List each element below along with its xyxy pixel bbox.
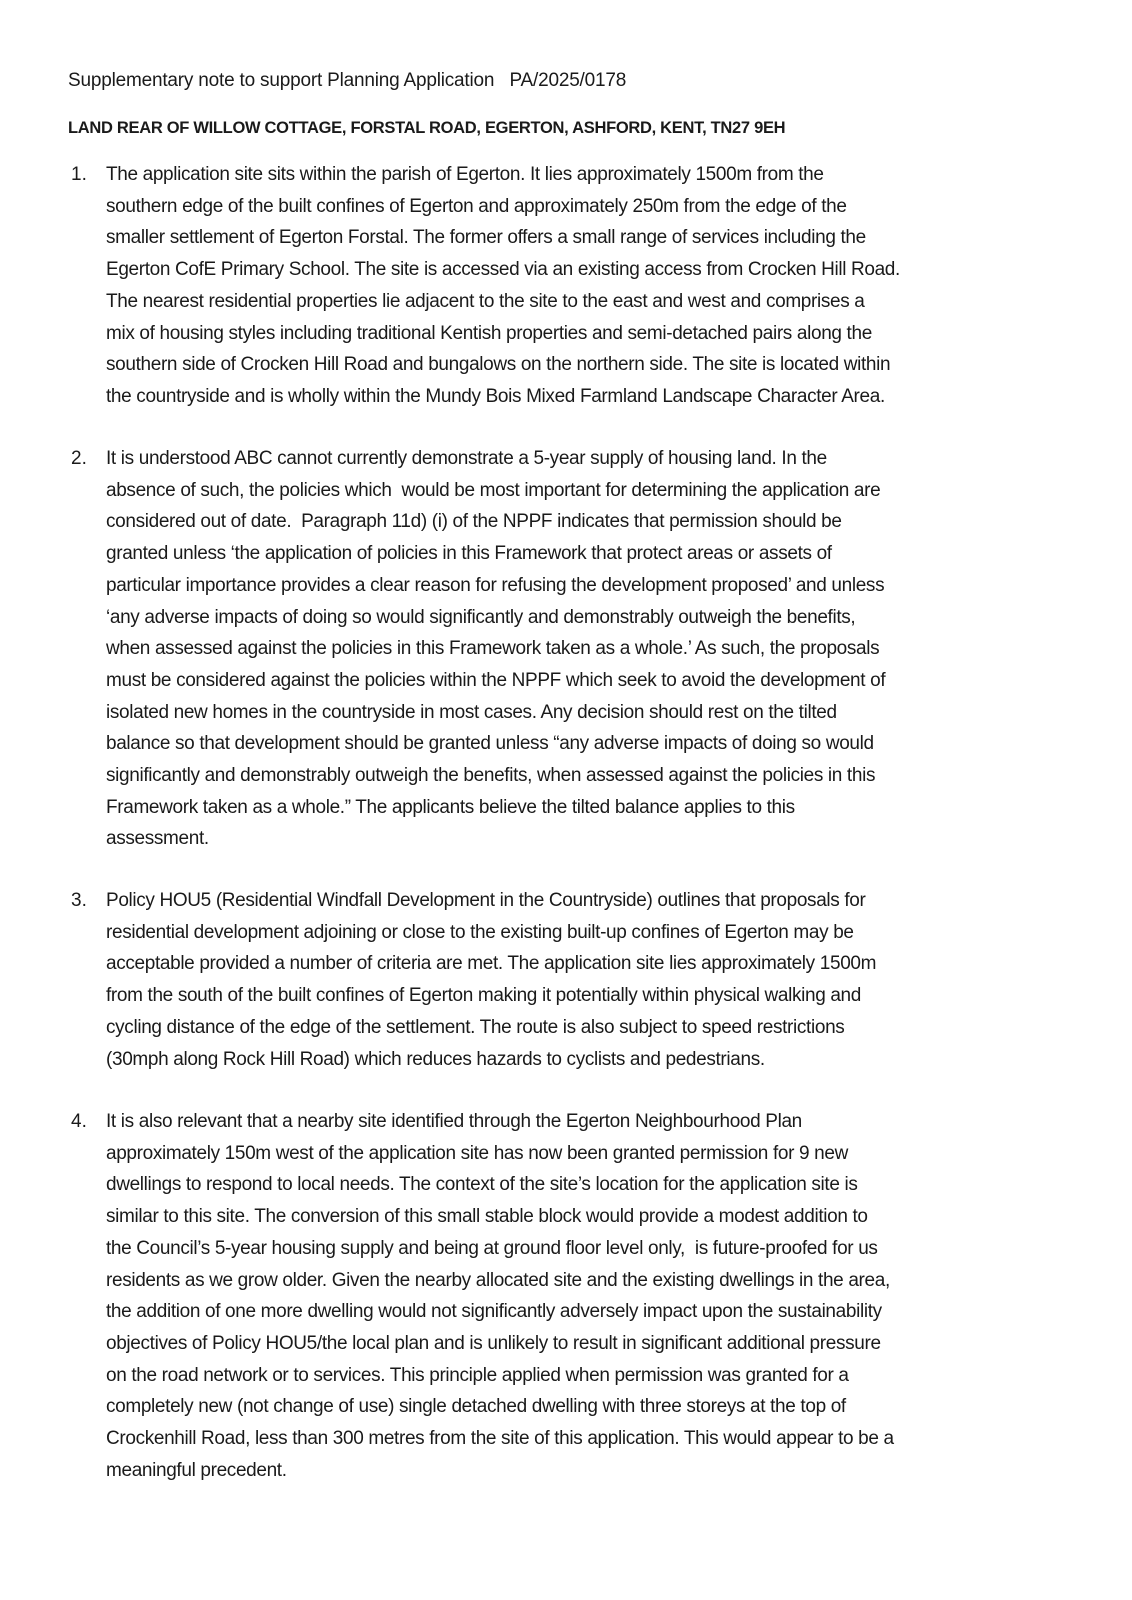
- paragraph-line: from the south of the built confines of Egerton making it potentially within physical walking and: [106, 985, 861, 1007]
- paragraph-line: residents as we grow older. Given the nearby allocated site and the existing dwellings in the area,: [106, 1269, 890, 1291]
- paragraph-number: 3.: [71, 890, 87, 911]
- paragraph-line: isolated new homes in the countryside in most cases. Any decision should rest on the tilted: [106, 701, 837, 723]
- paragraph-line: residential development adjoining or close to the existing built-up confines of Egerton may be: [106, 921, 854, 943]
- paragraph-line: absence of such, the policies which would be most important for determining the application are: [106, 479, 881, 501]
- document-title: Supplementary note to support Planning Application PA/2025/0178: [68, 70, 627, 91]
- paragraph-line: the Council’s 5-year housing supply and being at ground floor level only, is future-proofed for us: [106, 1237, 878, 1259]
- paragraph-line: granted unless ‘the application of policies in this Framework that protect areas or assets of: [106, 543, 832, 565]
- paragraph-line: The nearest residential properties lie adjacent to the site to the east and west and comprises a: [106, 290, 865, 312]
- paragraph-body: [106, 443, 1086, 855]
- paragraph-body: [106, 159, 1086, 413]
- paragraph-line: assessment.: [106, 828, 209, 850]
- paragraph-line: the addition of one more dwelling would not significantly adversely impact upon the sustainability: [106, 1301, 882, 1323]
- site-address-heading: LAND REAR OF WILLOW COTTAGE, FORSTAL ROAD, EGERTON, ASHFORD, KENT, TN27 9EH: [68, 119, 786, 137]
- paragraph-line: Policy HOU5 (Residential Windfall Development in the Countryside) outlines that proposals for: [106, 890, 866, 911]
- paragraph-line: similar to this site. The conversion of this small stable block would provide a modest addition to: [106, 1206, 868, 1228]
- paragraph-line: meaningful precedent.: [106, 1459, 287, 1481]
- paragraph-body: [106, 885, 1086, 1075]
- paragraph-line: when assessed against the policies in this Framework taken as a whole.’ As such, the proposals: [106, 638, 880, 660]
- paragraph-line: southern edge of the built confines of Egerton and approximately 250m from the edge of the: [106, 195, 847, 217]
- paragraph-line: dwellings to respond to local needs. The context of the site’s location for the application site is: [106, 1174, 858, 1196]
- paragraph-line: objectives of Policy HOU5/the local plan and is unlikely to result in significant additional pressure: [106, 1332, 881, 1354]
- paragraph-number: 1.: [71, 164, 87, 185]
- paragraph-line: smaller settlement of Egerton Forstal. The former offers a small range of services including the: [106, 227, 866, 249]
- paragraph-line: on the road network or to services. This principle applied when permission was granted for a: [106, 1364, 849, 1386]
- paragraph-line: considered out of date. Paragraph 11d) (i) of the NPPF indicates that permission should be: [106, 511, 842, 533]
- paragraph-line: (30mph along Rock Hill Road) which reduces hazards to cyclists and pedestrians.: [106, 1048, 765, 1070]
- paragraph-line: must be considered against the policies within the NPPF which seek to avoid the development of: [106, 669, 886, 691]
- paragraph-number: 2.: [71, 448, 87, 469]
- paragraph-line: mix of housing styles including traditional Kentish properties and semi-detached pairs along the: [106, 322, 872, 344]
- paragraph-line: southern side of Crocken Hill Road and bungalows on the northern side. The site is located within: [106, 354, 891, 376]
- paragraph-line: particular importance provides a clear reason for refusing the development proposed’ and unless: [106, 574, 885, 596]
- paragraph-line: approximately 150m west of the application site has now been granted permission for 9 new: [106, 1142, 848, 1164]
- paragraph-line: cycling distance of the edge of the settlement. The route is also subject to speed restrictions: [106, 1016, 845, 1038]
- paragraph-line: The application site sits within the parish of Egerton. It lies approximately 1500m from the: [106, 164, 824, 185]
- paragraph-line: Framework taken as a whole.” The applicants believe the tilted balance applies to this: [106, 796, 795, 818]
- paragraph-line: Egerton CofE Primary School. The site is accessed via an existing access from Crocken Hill Road.: [106, 259, 900, 281]
- paragraph-line: the countryside and is wholly within the Mundy Bois Mixed Farmland Landscape Character Area.: [106, 385, 885, 407]
- paragraph-line: completely new (not change of use) single detached dwelling with three storeys at the top of: [106, 1396, 846, 1418]
- paragraph-line: Crockenhill Road, less than 300 metres from the site of this application. This would appear to be a: [106, 1428, 894, 1450]
- paragraph-line: significantly and demonstrably outweigh the benefits, when assessed against the policies in this: [106, 765, 876, 787]
- paragraph-line: balance so that development should be granted unless “any adverse impacts of doing so would: [106, 733, 874, 755]
- paragraph-body: [106, 1106, 1086, 1486]
- paragraph-line: It is understood ABC cannot currently demonstrate a 5-year supply of housing land. In the: [106, 448, 827, 469]
- paragraph-line: It is also relevant that a nearby site identified through the Egerton Neighbourhood Plan: [106, 1111, 802, 1132]
- paragraph-line: ‘any adverse impacts of doing so would significantly and demonstrably outweigh the benefits,: [106, 606, 856, 628]
- paragraph-number: 4.: [71, 1111, 87, 1132]
- paragraph-line: acceptable provided a number of criteria are met. The application site lies approximately 1500m: [106, 953, 877, 975]
